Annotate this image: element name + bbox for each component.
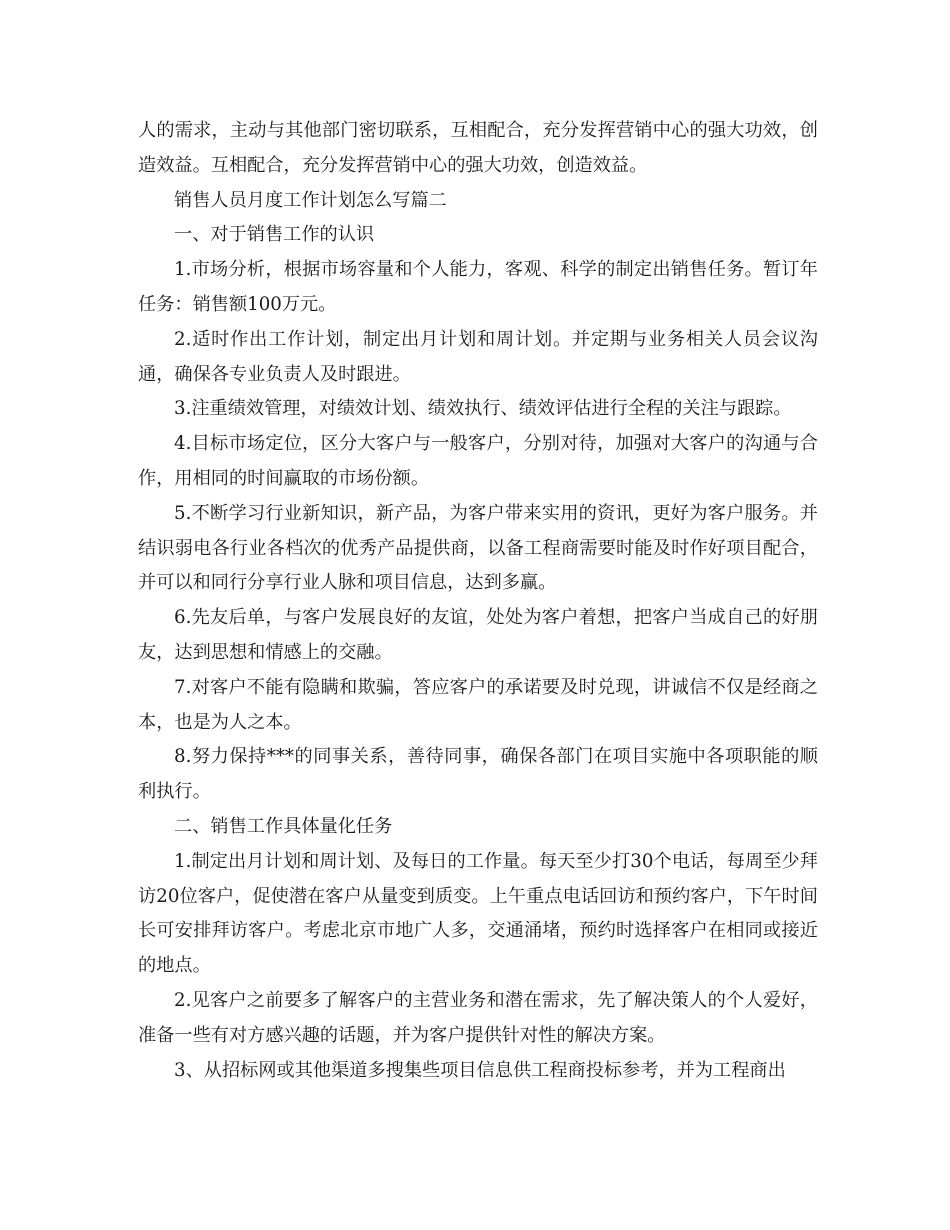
section-heading-1: 一、对于销售工作的认识 bbox=[174, 224, 375, 246]
list-item: 2.适时作出工作计划，制定出月计划和周计划。并定期与业务相关人员会议沟通，确保各专业负责人及时跟进。 bbox=[138, 328, 818, 385]
list-item: 3、从招标网或其他渠道多搜集些项目信息供工程商投标参考，并为工程商出 bbox=[174, 1059, 786, 1081]
list-item: 3.注重绩效管理，对绩效计划、绩效执行、绩效评估进行全程的关注与跟踪。 bbox=[174, 398, 792, 420]
list-item: 1.制定出月计划和周计划、及每日的工作量。每天至少打30个电话，每周至少拜访20位客户，促使潜在客户从量变到质变。上午重点电话回访和预约客户，下午时间长可安排拜访客户。考虑北京市地广人多，交通涌堵，预约时选择客户在相同或接近的地点。 bbox=[138, 850, 818, 977]
list-item: 4.目标市场定位，区分大客户与一般客户，分别对待，加强对大客户的沟通与合作，用相同的时间赢取的市场份额。 bbox=[138, 433, 818, 489]
paragraph-continuation: 人的需求，主动与其他部门密切联系，互相配合，充分发挥营销中心的强大功效，创造效益。互相配合，充分发挥营销中心的强大功效，创造效益。 bbox=[138, 120, 818, 176]
list-item: 8.努力保持***的同事关系，善待同事，确保各部门在项目实施中各项职能的顺利执行。 bbox=[138, 746, 818, 803]
list-item: 7.对客户不能有隐瞒和欺骗，答应客户的承诺要及时兑现，讲诚信不仅是经商之本，也是为人之本。 bbox=[138, 676, 818, 733]
list-item: 6.先友后单，与客户发展良好的友谊，处处为客户着想，把客户当成自己的好朋友，达到思想和情感上的交融。 bbox=[138, 607, 818, 663]
list-item: 2.见客户之前要多了解客户的主营业务和潜在需求，先了解决策人的个人爱好，准备一些有对方感兴趣的话题，并为客户提供针对性的解决方案。 bbox=[138, 989, 818, 1046]
section-title: 销售人员月度工作计划怎么写篇二 bbox=[174, 189, 447, 211]
section-heading-2: 二、销售工作具体量化任务 bbox=[174, 815, 393, 837]
document-body bbox=[138, 114, 818, 1088]
list-item: 1.市场分析，根据市场容量和个人能力，客观、科学的制定出销售任务。暂订年任务：销售额100万元。 bbox=[138, 259, 818, 315]
list-item: 5.不断学习行业新知识，新产品，为客户带来实用的资讯，更好为客户服务。并结识弱电各行业各档次的优秀产品提供商，以备工程商需要时能及时作好项目配合，并可以和同行分享行业人脉和项目信息，达到多赢。 bbox=[138, 502, 818, 594]
